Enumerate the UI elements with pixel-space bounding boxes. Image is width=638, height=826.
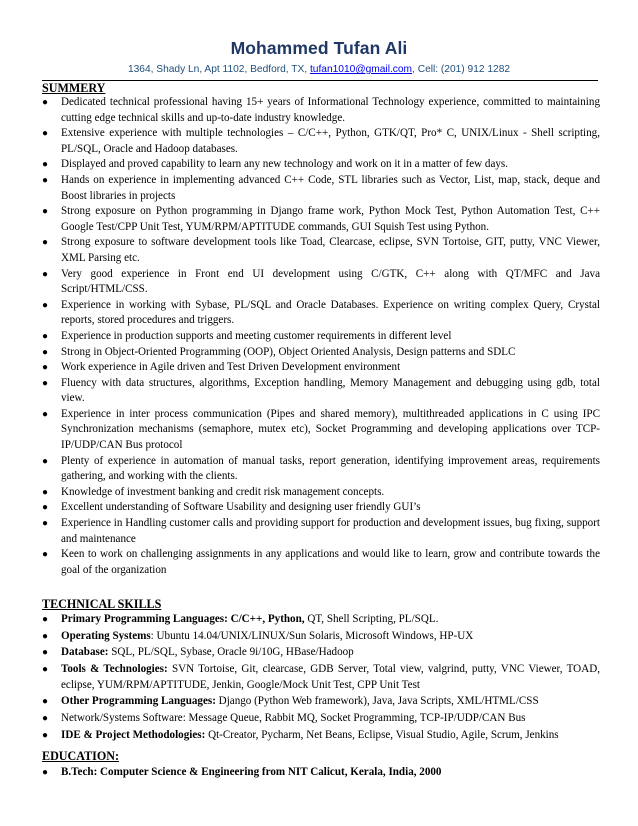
summary-item-text: Displayed and proved capability to learn any new technology and work on it in a matter of few days. [61,158,509,171]
skill-item [42,694,600,710]
summary-item-text: Knowledge of investment banking and credit risk management concepts. [61,485,385,498]
summary-item [42,360,600,376]
summary-item-text: Strong exposure on Python programming in Django frame work, Python Mock Test, Python Automation Test, C++ Google Test/CPP Unit Test, YUM/RPM/APTITUDE commands, GUI Squish Test using Python. [61,205,600,233]
bullet-icon: ● [42,362,49,374]
contact-phone: , Cell: (201) 912 1282 [412,64,511,75]
summary-heading: SUMMERY [42,81,106,95]
bullet-icon: ● [42,696,49,708]
summary-item-text: Excellent understanding of Software Usability and designing user friendly GUI’s [61,501,421,514]
bullet-icon: ● [42,647,49,659]
summary-item-text: Experience in production supports and meeting customer requirements in different level [61,329,452,342]
education-list [42,765,600,781]
candidate-name: Mohammed Tufan Ali [230,38,408,58]
bullet-icon: ● [42,299,49,311]
education-item [42,765,600,781]
skill-item-text: Network/Systems Software: Message Queue, Rabbit MQ, Socket Programming, TCP-IP/UDP/CAN Bus [61,712,526,725]
summary-item-text: Keen to work on challenging assignments in any applications and would like to learn, grow and contribute towards the goal of the organization [61,548,600,576]
education-item-text: B.Tech: Computer Science & Engineering from NIT Calicut, Kerala, India, 2000 [61,766,442,778]
skill-item [42,662,600,693]
skill-item [42,728,600,744]
summary-item [42,407,600,454]
bullet-icon: ● [42,408,49,420]
summary-item [42,345,600,361]
skill-item-label: IDE & Project Methodologies: [61,728,206,741]
summary-item [42,485,600,501]
bullet-icon: ● [42,486,49,498]
summary-item [42,298,600,329]
skill-item-label: Primary Programming Languages: C/C++, Python, [61,613,305,625]
bullet-icon: ● [42,630,49,642]
skill-item-text: QT, Shell Scripting, PL/SQL. [304,613,439,625]
bullet-icon: ● [42,268,49,280]
skill-item-text: Django (Python Web framework), Java, Java Scripts, XML/HTML/CSS [215,695,539,708]
summary-item-text: Dedicated technical professional having 15+ years of Informational Technology experience, committed to maintaining cutting edge technical skills and up-to-date industry knowledge. [61,96,600,124]
skill-item [42,629,600,645]
technical-skills-heading: TECHNICAL SKILLS [42,597,162,611]
skill-item-text: Qt-Creator, Pycharm, Net Beans, Eclipse, Visual Studio, Agile, Scrum, Jenkins [205,728,559,741]
summary-item [42,173,600,204]
summary-item [42,267,600,298]
bullet-icon: ● [42,502,49,514]
bullet-icon: ● [42,455,49,467]
summary-item [42,500,600,516]
summary-item-text: Strong exposure to software development tools like Toad, Clearcase, eclipse, SVN Tortoise, GIT, putty, VNC Viewer, XML Parsing etc. [61,236,600,264]
skill-item [42,612,600,628]
summary-item-text: Experience in working with Sybase, PL/SQL and Oracle Databases. Experience on writing complex Query, Crystal reports, stored procedures and triggers. [61,298,600,327]
summary-item [42,95,600,126]
summary-item [42,204,600,235]
summary-item [42,235,600,266]
contact-address: 1364, Shady Ln, Apt 1102, Bedford, TX, [127,64,310,75]
skill-item-label: Other Programming Languages: [61,695,216,708]
bullet-icon: ● [42,767,49,778]
summary-item [42,157,600,173]
skill-item-label: Database: [61,646,109,659]
bullet-icon: ● [42,159,49,171]
summary-item-text: Extensive experience with multiple technologies – C/C++, Python, GTK/QT, Pro* C, UNIX/Linux - Shell scripting, PL/SQL, Oracle and Hadoop databases. [61,127,600,155]
bullet-icon: ● [42,174,49,186]
summary-item-text: Strong in Object-Oriented Programming (OOP), Object Oriented Analysis, Design patterns and SDLC [61,345,516,358]
summary-item-text: Experience in inter process communication (Pipes and shared memory), multithreaded applications in C using IPC Synchronization mechanisms (semaphore, mutex etc), Socket Programming and developing applications over TCP-IP/UDP/CAN Bus protocol [61,407,600,452]
summary-item-text: Plenty of experience in automation of manual tasks, report generation, identifying improvement areas, requirements gathering, and working with the clients. [61,454,600,483]
education-heading: EDUCATION: [42,749,120,763]
skill-item-label: Operating Systems [61,629,151,642]
summary-item [42,126,600,157]
summary-item-text: Very good experience in Front end UI development using C/GTK, C++ along with QT/MFC and Java Script/HTML/CSS. [61,267,600,296]
technical-skills-list [42,612,600,744]
bullet-icon: ● [42,549,49,561]
bullet-icon: ● [42,206,49,218]
contact-line [0,64,638,75]
bullet-icon: ● [42,729,49,741]
skill-item-text: SQL, PL/SQL, Sybase, Oracle 9i/10G, HBase/Hadoop [108,646,354,659]
summary-list [42,95,600,578]
summary-item-text: Fluency with data structures, algorithms, Exception handling, Memory Management and debugging using gdb, total view. [61,376,600,405]
bullet-icon: ● [42,330,49,342]
bullet-icon: ● [42,713,49,725]
skill-item-text: SVN Tortoise, Git, clearcase, GDB Server, Total view, valgrind, putty, VNC Viewer, TOAD, eclipse, YUM/RPM/APTITUDE, Jenkin, Google/Mock Unit Test, CPP Unit Test [61,663,600,691]
bullet-icon: ● [42,614,49,625]
summary-item [42,329,600,345]
skill-item-text: : Ubuntu 14.04/UNIX/LINUX/Sun Solaris, Microsoft Windows, HP-UX [150,629,474,642]
skill-item [42,645,600,661]
summary-item [42,454,600,485]
summary-item-text: Hands on experience in implementing advanced C++ Code, STL libraries such as Vector, List, map, stack, deque and Boost libraries in projects [61,173,600,202]
summary-item [42,516,600,547]
skill-item [42,711,600,727]
bullet-icon: ● [42,128,49,140]
bullet-icon: ● [42,377,49,389]
summary-item-text: Work experience in Agile driven and Test Driven Development environment [61,361,401,374]
header-divider [42,80,598,81]
bullet-icon: ● [42,518,49,530]
bullet-icon: ● [42,346,49,358]
bullet-icon: ● [42,97,49,108]
summary-item [42,547,600,578]
skill-item-label: Tools & Technologies: [61,663,168,676]
summary-item-text: Experience in Handling customer calls and providing support for production and development issues, bug fixing, support and maintenance [61,517,600,545]
contact-email-link[interactable]: tufan1010@gmail.com [309,64,413,75]
bullet-icon: ● [42,664,49,676]
summary-item [42,376,600,407]
bullet-icon: ● [42,237,49,249]
